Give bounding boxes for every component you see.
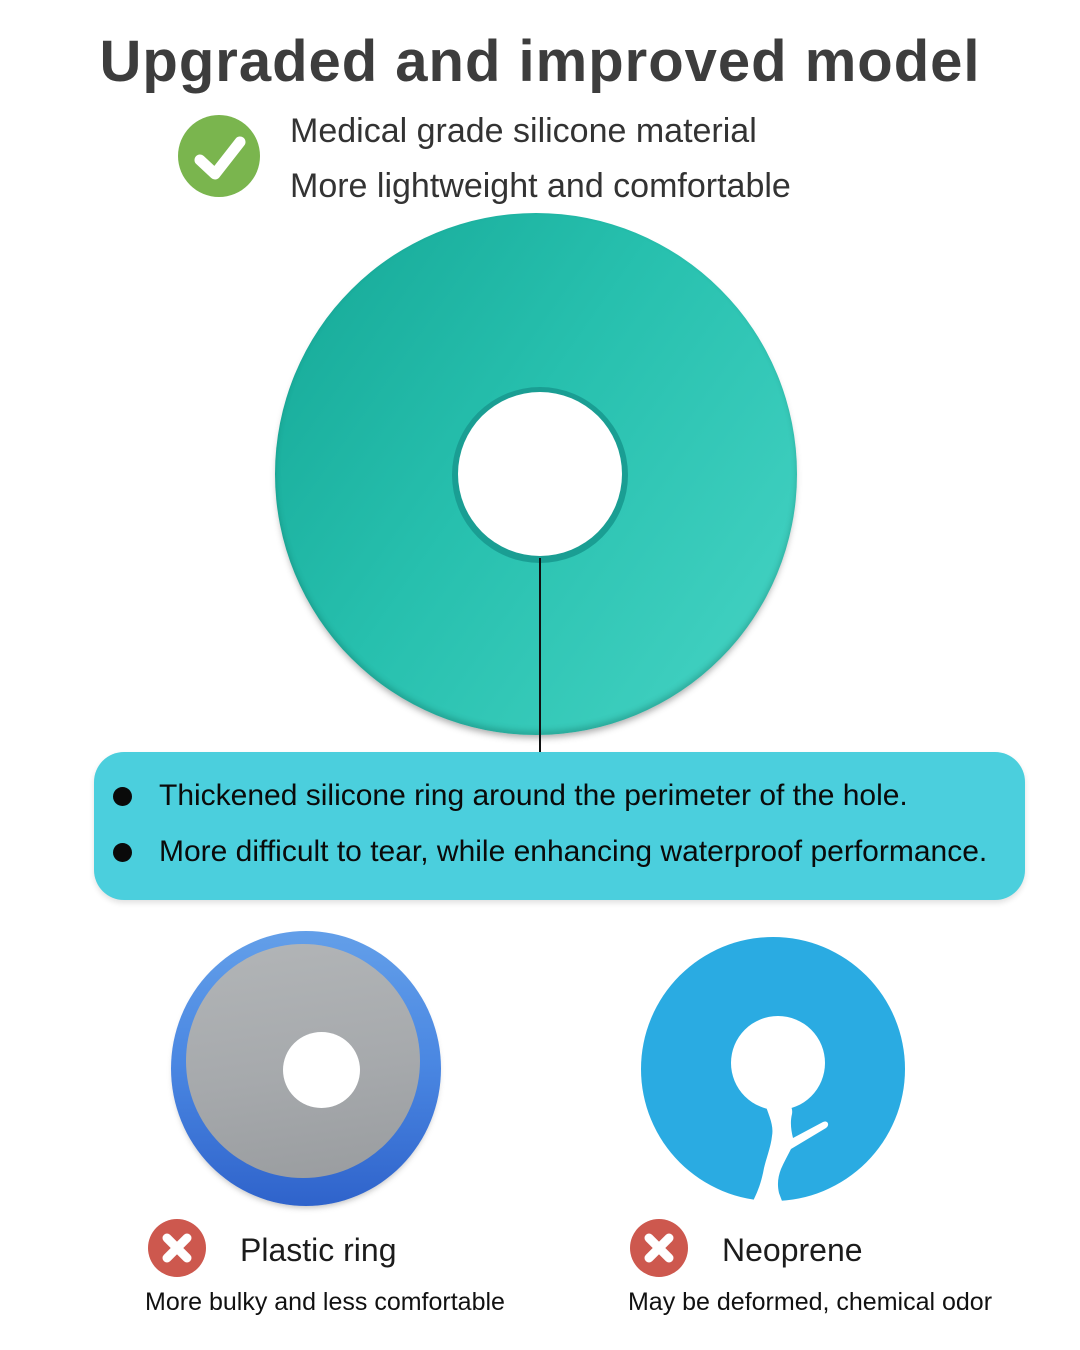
callout-bullet-row: [113, 779, 908, 813]
pad-thickened-ring: [452, 387, 628, 563]
page-title: Upgraded and improved model: [99, 29, 981, 94]
feature-item: Medical grade silicone material: [290, 112, 757, 150]
bullet-icon: [113, 843, 132, 862]
plastic-ring-gray-disc: [186, 944, 420, 1178]
plastic-ring-hole: [283, 1032, 360, 1108]
callout-text: More difficult to tear, while enhancing waterproof performance.: [159, 835, 988, 868]
feature-list: [290, 104, 791, 214]
callout-pointer-line: [539, 558, 541, 753]
check-icon-svg: [178, 115, 260, 197]
bullet-icon: [113, 787, 132, 806]
competitor-label: Neoprene: [722, 1232, 863, 1268]
cross-icon-svg: [148, 1219, 206, 1277]
competitor-label: Plastic ring: [240, 1232, 397, 1268]
cross-icon: [630, 1219, 688, 1277]
feature-item: More lightweight and comfortable: [290, 167, 791, 205]
check-icon: [178, 115, 260, 197]
plastic-ring-image: [171, 931, 441, 1206]
pad-hole: [458, 392, 622, 556]
competitor-caption: May be deformed, chemical odor: [627, 1288, 993, 1316]
silicone-pad-image: [275, 213, 797, 735]
callout-text: Thickened silicone ring around the perimeter of the hole.: [159, 779, 908, 812]
neoprene-image: [620, 920, 940, 1240]
callout-bullet-row: [113, 835, 987, 869]
callout-box: [94, 752, 1025, 900]
cross-icon: [148, 1219, 206, 1277]
cross-icon-svg: [630, 1219, 688, 1277]
competitor-caption: More bulky and less comfortable: [145, 1288, 505, 1316]
